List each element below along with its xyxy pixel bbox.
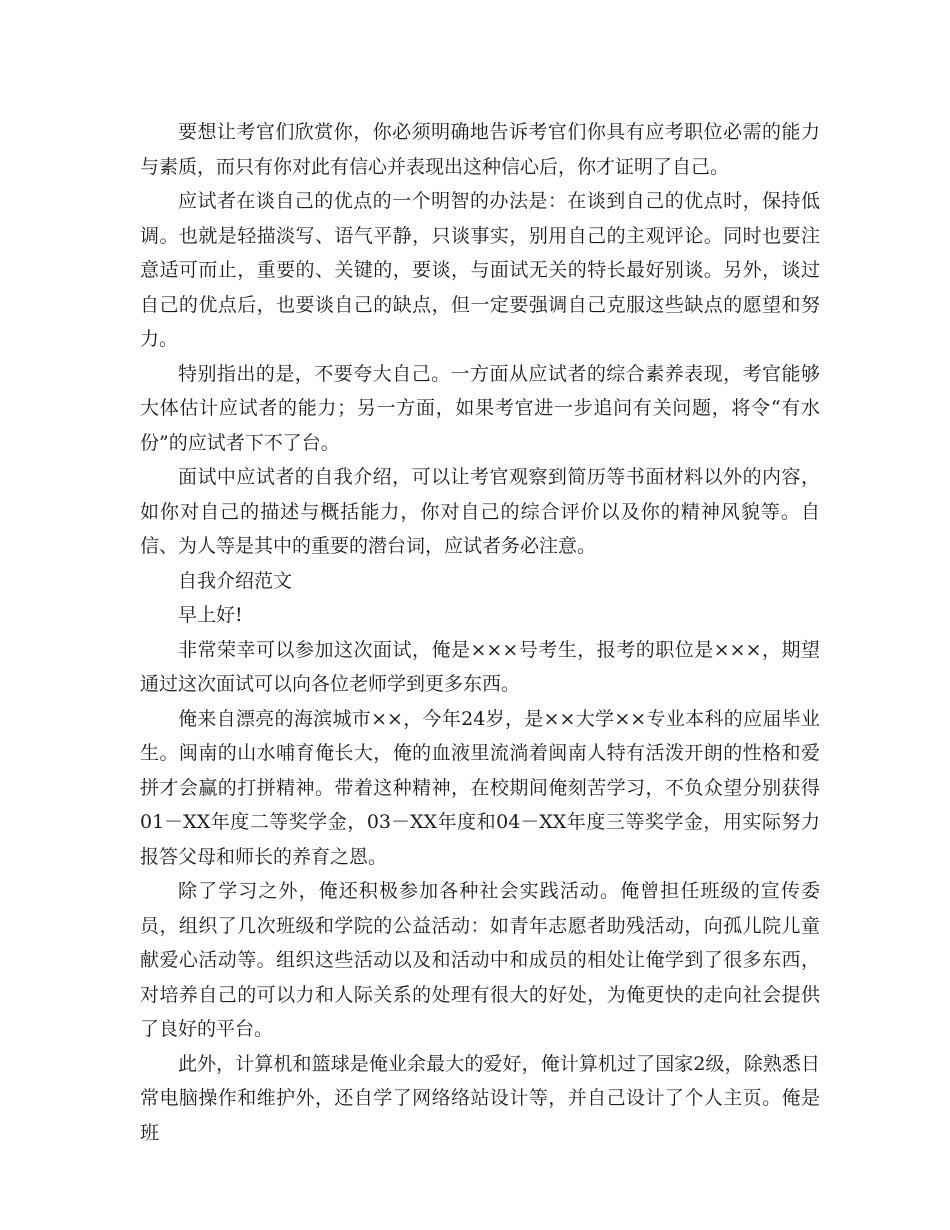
paragraph-self-introduction: 面试中应试者的自我介绍，可以让考官观察到简历等书面材料以外的内容，如你对自己的描述与概括能力，你对自己的综合评价以及你的精神风貌等。自信、为人等是其中的重要的潜台词，应试者务必注意。 xyxy=(140,466,820,557)
paragraph-no-exaggeration: 特别指出的是，不要夸大自己。一方面从应试者的综合素养表现，考官能够大体估计应试者的能力；另一方面，如果考官进一步追问有关问题，将令“有水份”的应试者下不了台。 xyxy=(140,362,820,454)
paragraph-greeting: 早上好! xyxy=(178,604,243,626)
paragraph-hobbies: 此外，计算机和篮球是俺业余最大的爱好，俺计算机过了国家2级，除熟悉日常电脑操作和维护外，还自学了网络络站设计等，并自己设计了个人主页。俺是班 xyxy=(140,1052,820,1144)
paragraph-background: 俺来自漂亮的海滨城市××，今年24岁，是××大学××专业本科的应届毕业生。闽南的山水哺育俺长大，俺的血液里流淌着闽南人特有活泼开朗的性格和爱拼才会赢的打拼精神。带着这种精神，在校期间俺刻苦学习，不负众望分别获得01－XX年度二等奖学金，03－XX年度和04－XX年度三等奖学金，用实际努力报答父母和师长的养育之恩。 xyxy=(140,707,820,868)
document-body xyxy=(140,115,820,1150)
paragraph-strengths: 应试者在谈自己的优点的一个明智的办法是：在谈到自己的优点时，保持低调。也就是轻描淡写、语气平静，只谈事实，别用自己的主观评论。同时也要注意适可而止，重要的、关键的，要谈，与面试无关的特长最好别谈。另外，谈过自己的优点后，也要谈自己的缺点，但一定要强调自己克服这些缺点的愿望和努力。 xyxy=(140,190,820,350)
paragraph-opening: 非常荣幸可以参加这次面试，俺是×××号考生，报考的职位是×××，期望通过这次面试可以向各位老师学到更多东西。 xyxy=(140,638,820,695)
paragraph-intro: 要想让考官们欣赏你，你必须明确地告诉考官们你具有应考职位必需的能力与素质，而只有你对此有信心并表现出这种信心后，你才证明了自己。 xyxy=(140,121,820,178)
section-heading-sample: 自我介绍范文 xyxy=(178,569,293,592)
paragraph-activities: 除了学习之外，俺还积极参加各种社会实践活动。俺曾担任班级的宣传委员，组织了几次班级和学院的公益活动：如青年志愿者助残活动，向孤儿院儿童献爱心活动等。组织这些活动以及和活动中和成员的相处让俺学到了很多东西，对培养自己的可以力和人际关系的处理有很大的好处，为俺更快的走向社会提供了良好的平台。 xyxy=(140,880,820,1040)
